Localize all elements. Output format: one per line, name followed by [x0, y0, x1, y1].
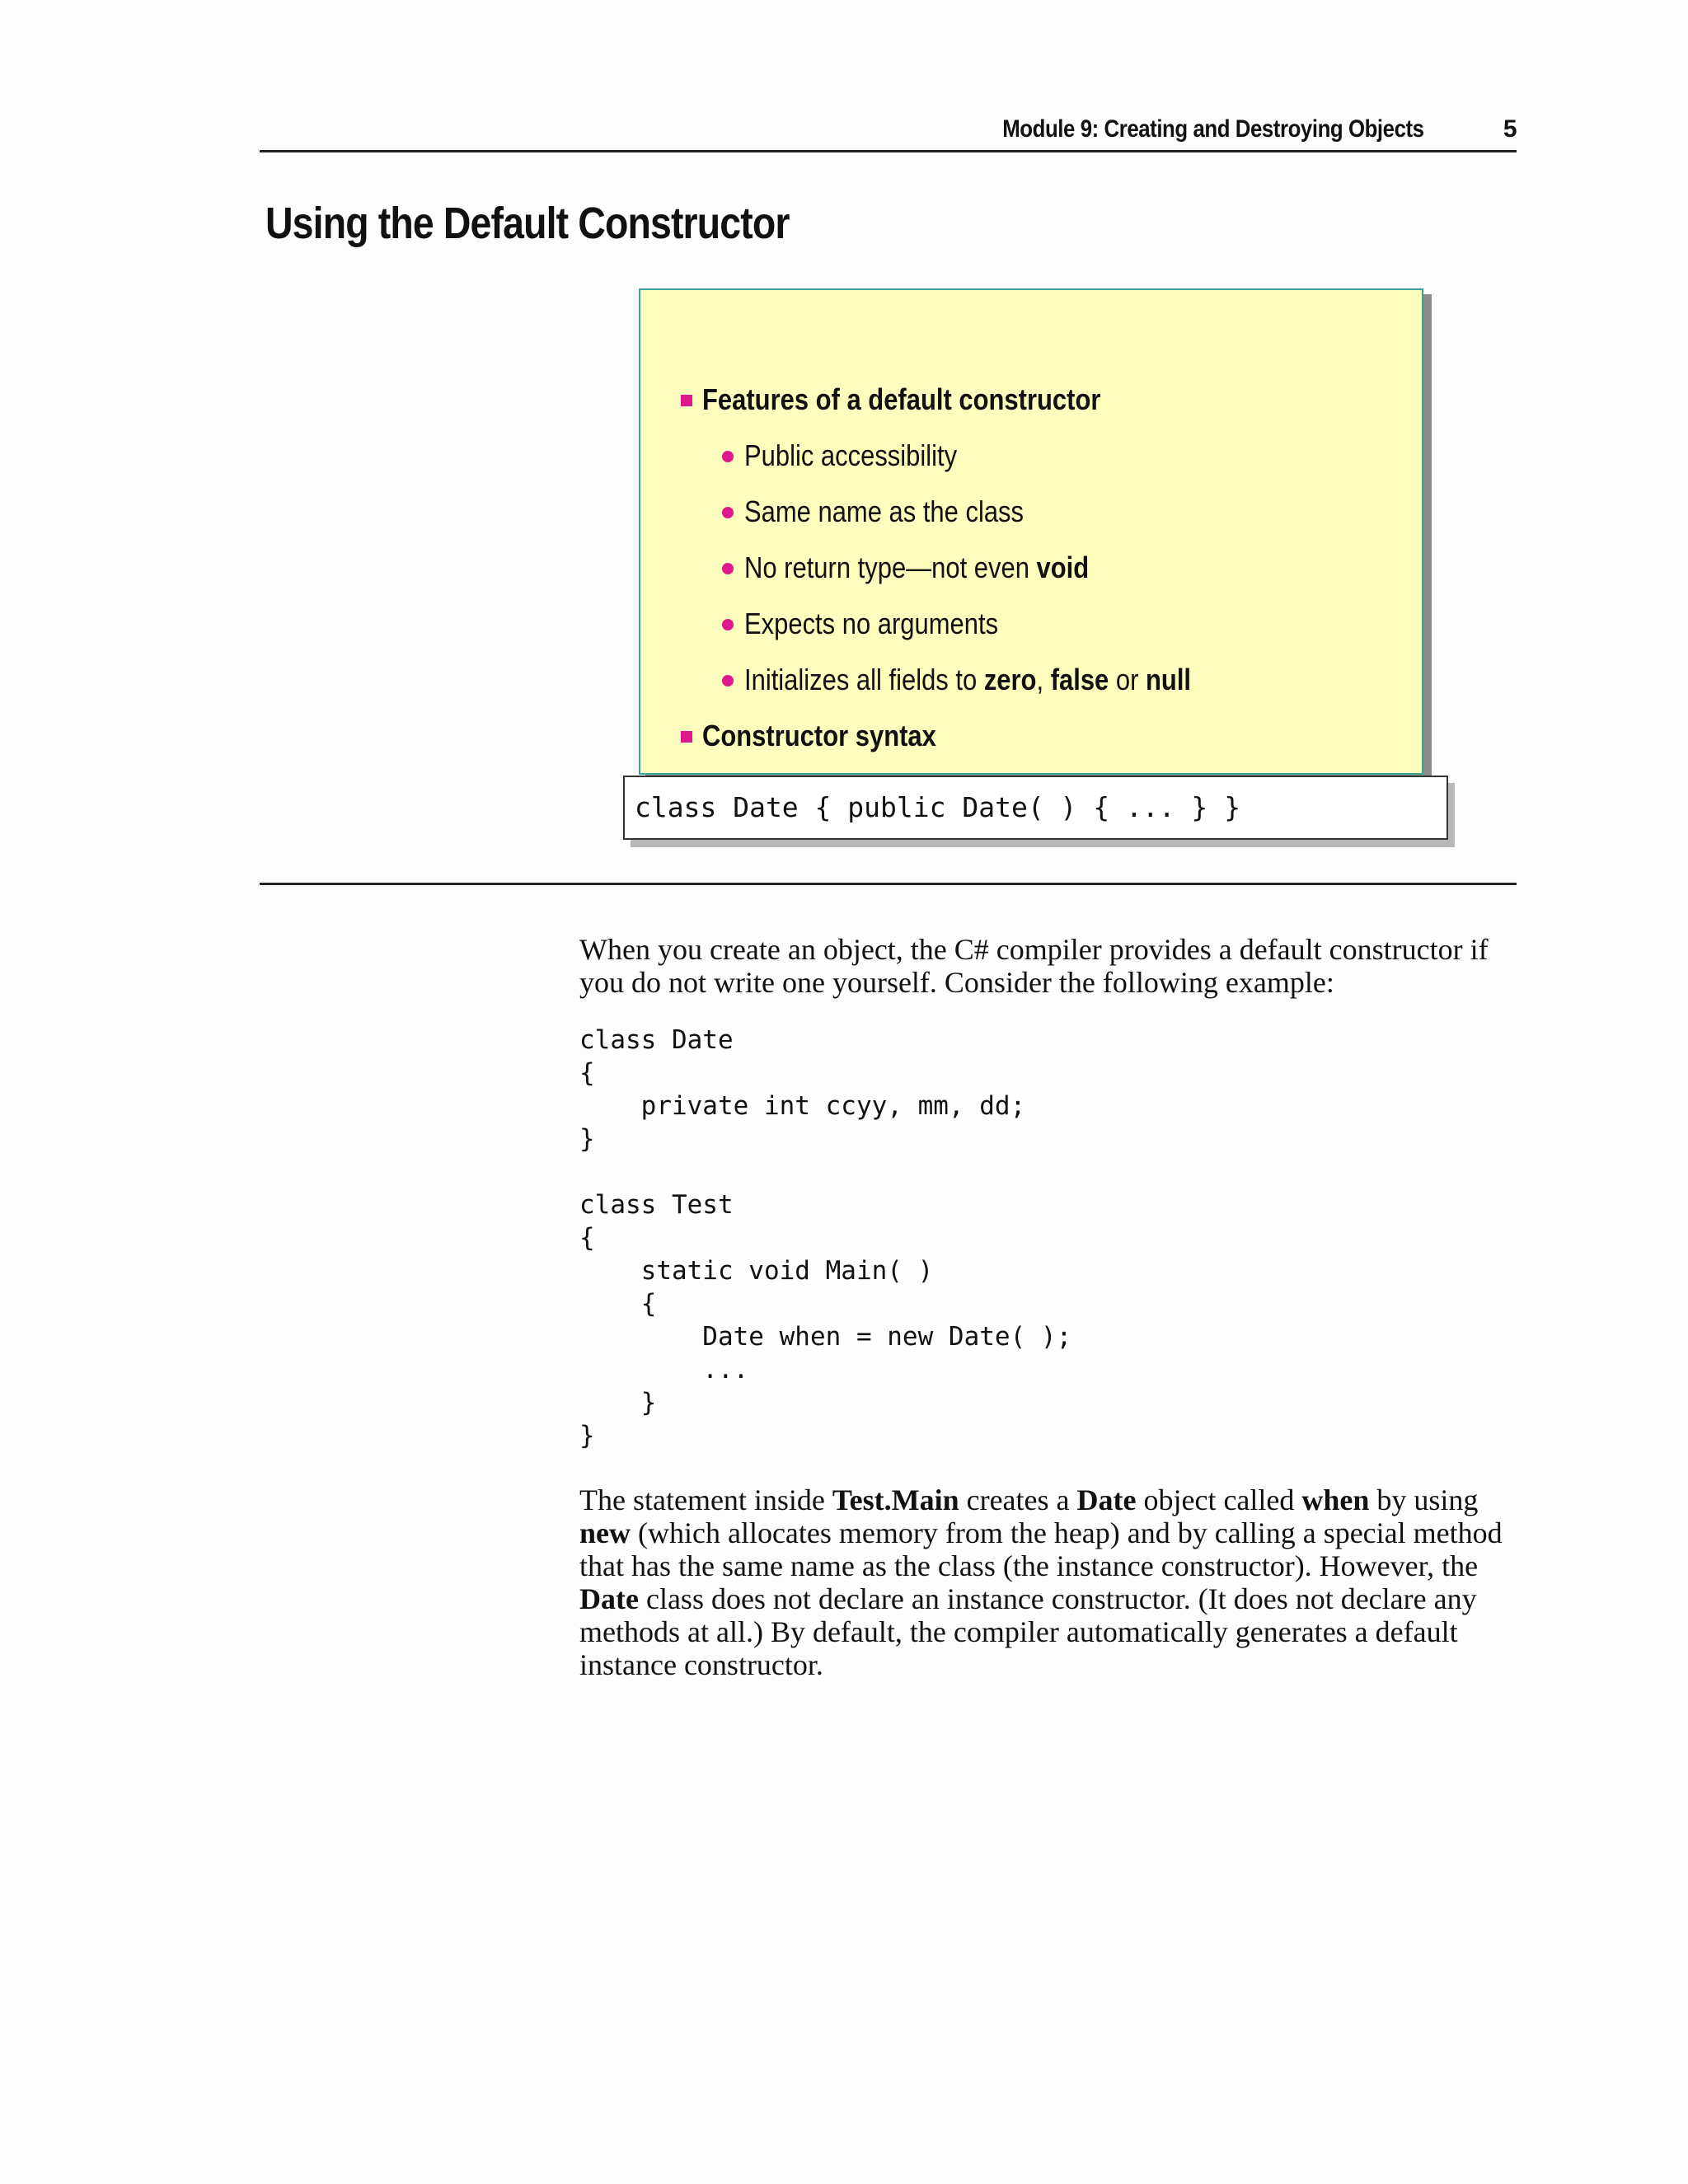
square-bullet-icon	[681, 731, 692, 743]
module-title: Module 9: Creating and Destroying Objects	[1002, 115, 1424, 143]
keyword-zero: zero	[983, 663, 1037, 696]
bullet-item: Same name as the class	[744, 494, 1025, 528]
code-example: class Date { private int ccyy, mm, dd; } class Test { static void Main( ) { Date when = new Date( ); ... } }	[579, 1025, 1072, 1451]
text-run: by using	[1369, 1483, 1479, 1516]
dot-bullet-icon	[722, 675, 734, 687]
bullet-item: Expects no arguments	[744, 607, 999, 640]
text-run: The statement inside	[579, 1483, 832, 1516]
dot-bullet-icon	[722, 451, 734, 462]
bullet-item: Public accessibility	[744, 438, 958, 472]
bullet-item	[744, 663, 1191, 697]
text-run: creates a	[959, 1483, 1077, 1516]
separator: or	[1109, 663, 1146, 696]
dot-bullet-icon	[722, 619, 734, 630]
text-run: object called	[1136, 1483, 1302, 1516]
bullet-heading-features: Features of a default constructor	[702, 382, 1101, 416]
keyword-null: null	[1146, 663, 1192, 696]
dot-bullet-icon	[722, 507, 734, 518]
term-when: when	[1301, 1483, 1370, 1516]
bullet-heading-syntax: Constructor syntax	[702, 719, 936, 752]
explanation-paragraph	[579, 1483, 1519, 1681]
intro-paragraph: When you create an object, the C# compiler provides a default constructor if you do not write one yourself. Consider the following example:	[579, 933, 1489, 999]
term-date: Date	[1076, 1483, 1137, 1516]
page-title: Using the Default Constructor	[265, 199, 790, 248]
term-date: Date	[579, 1582, 639, 1615]
term-new: new	[579, 1516, 631, 1549]
bullet-item	[744, 551, 1089, 585]
page-header	[260, 109, 1517, 152]
bullet-item-text: Initializes all fields to	[744, 663, 984, 696]
square-bullet-icon	[681, 395, 692, 406]
dot-bullet-icon	[722, 563, 734, 574]
page-number: 5	[1503, 115, 1517, 143]
text-run: (which allocates memory from the heap) and by calling a special method that has the same name as the class (the instance constructor). However, the	[579, 1516, 1503, 1582]
keyword-void: void	[1036, 551, 1090, 584]
text-run: class does not declare an instance constructor. (It does not declare any methods at all.) By default, the compiler automatically generates a default instance constructor.	[579, 1582, 1477, 1681]
syntax-code-box: class Date { public Date( ) { ... } }	[623, 776, 1448, 840]
term-test-main: Test.Main	[832, 1483, 959, 1516]
bullet-item-text: No return type—not even	[744, 551, 1037, 584]
section-divider	[260, 883, 1517, 885]
separator: ,	[1036, 663, 1051, 696]
keyword-false: false	[1050, 663, 1109, 696]
slide-panel	[639, 288, 1423, 775]
